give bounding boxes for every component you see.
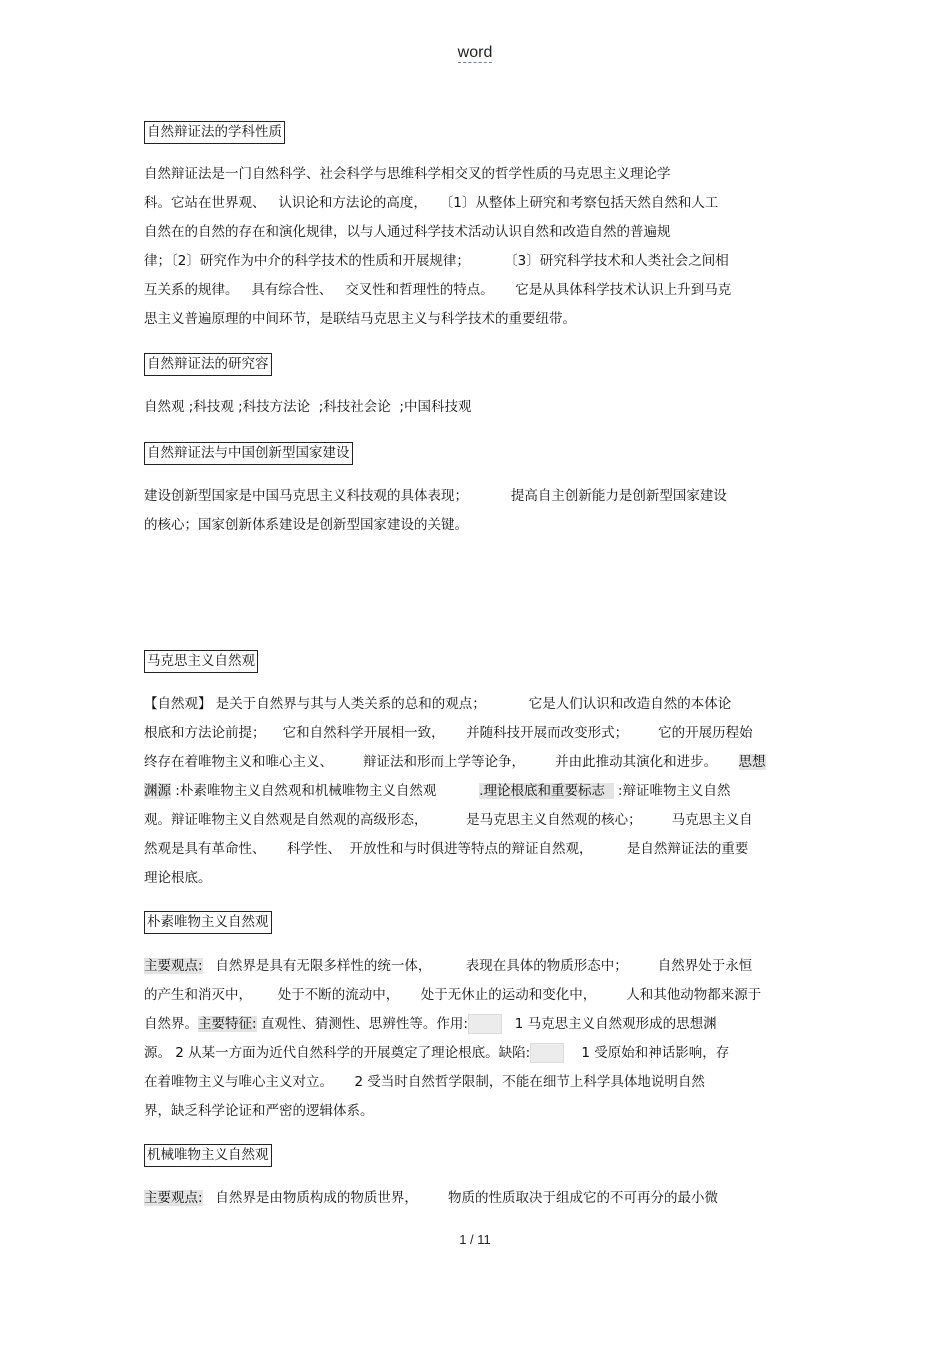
section-heading-discipline-nature: 自然辩证法的学科性质 bbox=[144, 121, 285, 144]
blank-field bbox=[468, 1014, 502, 1034]
highlighted-term: .理论根底和重要标志 bbox=[479, 783, 614, 799]
text-span: 自然界是由物质构成的物质世界， 物质的性质取决于组成它的不可再分的最小微 bbox=[202, 1190, 718, 1206]
header-title: word bbox=[457, 44, 493, 61]
text-line: 界，缺乏科学论证和严密的逻辑体系。 bbox=[144, 1103, 374, 1119]
paragraph-mechanical-materialism bbox=[144, 1184, 809, 1213]
section-heading-mechanical-materialism: 机械唯物主义自然观 bbox=[144, 1144, 272, 1167]
text-line bbox=[144, 748, 809, 777]
text-span: :辩证唯物主义自然 bbox=[613, 783, 731, 799]
section-heading-innovation-nation: 自然辩证法与中国创新型国家建设 bbox=[144, 442, 353, 465]
paragraph-marxist-view-of-nature bbox=[144, 690, 809, 893]
section-heading-naive-materialism: 朴素唯物主义自然观 bbox=[144, 911, 272, 934]
text-span: 1 马克思主义自然观形成的思想渊 bbox=[501, 1016, 717, 1032]
text-line bbox=[144, 1039, 809, 1068]
text-line bbox=[144, 1184, 809, 1213]
blank-field bbox=[530, 1043, 564, 1063]
page-number: 1 / 11 bbox=[459, 1232, 491, 1247]
text-span: 终存在着唯物主义和唯心主义、 辩证法和形而上学等论争， 并由此推动其演化和进步。 bbox=[144, 754, 739, 770]
text-line: 的核心；国家创新体系建设是创新型国家建设的关键。 bbox=[144, 517, 468, 533]
text-line bbox=[144, 952, 809, 981]
section-heading-research-content: 自然辩证法的研究容 bbox=[144, 353, 272, 376]
text-line: 建设创新型国家是中国马克思主义科技观的具体表现； 提高自主创新能力是创新型国家建设 bbox=[144, 488, 727, 504]
text-line: 然观是具有革命性、 科学性、 开放性和与时俱进等特点的辩证自然观， 是自然辩证法的重要 bbox=[144, 841, 749, 857]
text-line: 科。它站在世界观、 认识论和方法论的高度， 〔1〕从整体上研究和考察包括天然自然和人工 bbox=[144, 195, 719, 211]
text-line bbox=[144, 1010, 809, 1039]
section-heading-marxist-view-of-nature: 马克思主义自然观 bbox=[144, 650, 258, 673]
text-line: 互关系的规律。 具有综合性、 交叉性和哲理性的特点。 它是从具体科学技术认识上升到马克 bbox=[144, 282, 732, 298]
text-line: 自然辩证法是一门自然科学、社会科学与思维科学相交叉的哲学性质的马克思主义理论学 bbox=[144, 166, 671, 182]
highlighted-term: 思想 bbox=[738, 754, 766, 770]
paragraph-discipline-nature bbox=[144, 160, 809, 334]
text-line: 自然观 ;科技观 ;科技方法论 ;科技社会论 ;中国科技观 bbox=[144, 399, 472, 415]
highlighted-term: 主要观点: bbox=[144, 958, 203, 974]
text-line bbox=[144, 777, 809, 806]
text-line: 理论根底。 bbox=[144, 870, 212, 886]
text-line: 根底和方法论前提； 它和自然科学开展相一致， 并随科技开展而改变形式； 它的开展历程始 bbox=[144, 725, 753, 741]
text-line: 在着唯物主义与唯心主义对立。 2 受当时自然哲学限制，不能在细节上科学具体地说明自然 bbox=[144, 1074, 705, 1090]
text-span: 自然界是具有无限多样性的统一体， 表现在具体的物质形态中； 自然界处于永恒 bbox=[202, 958, 753, 974]
highlighted-term: 主要特征: bbox=[198, 1016, 257, 1032]
text-span: 1 受原始和神话影响，存 bbox=[564, 1045, 730, 1061]
highlighted-term: 主要观点: bbox=[144, 1190, 203, 1206]
text-line: 律；〔2〕研究作为中介的科学技术的性质和开展规律； 〔3〕研究科学技术和人类社会之间相 bbox=[144, 253, 729, 269]
text-span: :朴素唯物主义自然观和机械唯物主义自然观 bbox=[171, 783, 480, 799]
paragraph-naive-materialism bbox=[144, 952, 809, 1126]
paragraph-research-content bbox=[144, 393, 809, 422]
text-line: 自然在的自然的存在和演化规律，以与人通过科学技术活动认识自然和改造自然的普遍规 bbox=[144, 224, 671, 240]
text-line: 观。辩证唯物主义自然观是自然观的高级形态， 是马克思主义自然观的核心； 马克思主义自 bbox=[144, 812, 753, 828]
paragraph-innovation-nation bbox=[144, 482, 809, 540]
text-line: 【自然观】 是关于自然界与其与人类关系的总和的观点； 它是人们认识和改造自然的本体论 bbox=[144, 696, 732, 712]
text-line: 的产生和消灭中， 处于不断的流动中， 处于无休止的运动和变化中， 人和其他动物都来源于 bbox=[144, 987, 762, 1003]
text-span: 直观性、猜测性、思辨性等。作用: bbox=[256, 1016, 468, 1032]
text-line: 思主义普遍原理的中间环节，是联结马克思主义与科学技术的重要纽带。 bbox=[144, 311, 576, 327]
text-span: 自然界。 bbox=[144, 1016, 198, 1032]
highlighted-term: 渊源 bbox=[144, 783, 171, 799]
text-span: 源。 2 从某一方面为近代自然科学的开展奠定了理论根底。缺陷: bbox=[144, 1045, 531, 1061]
